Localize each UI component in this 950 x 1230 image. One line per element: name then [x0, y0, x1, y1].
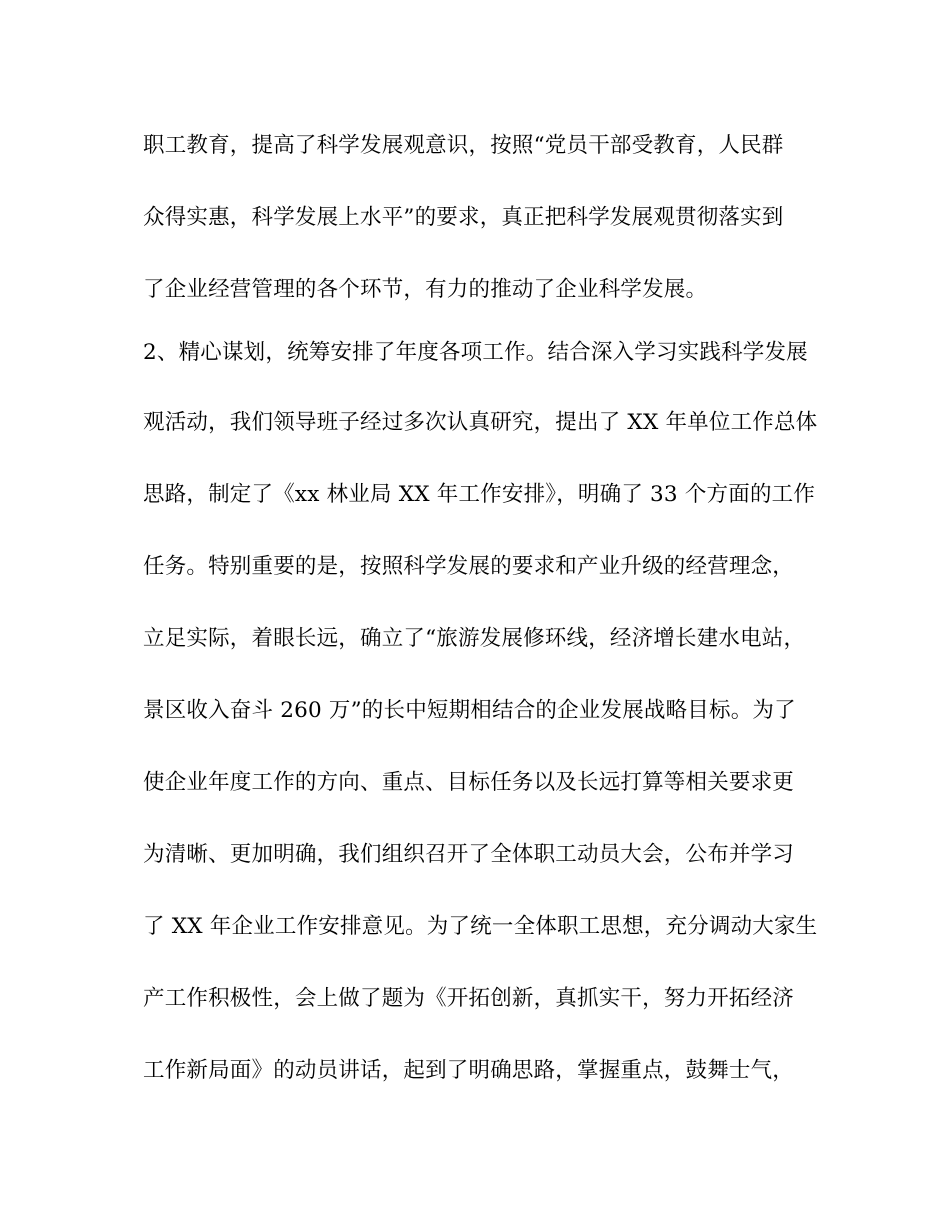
text-line: 2、精心谋划，统筹安排了年度各项工作。结合深入学习实践科学发展: [143, 340, 808, 365]
text-line: 众得实惠，科学发展上水平”的要求，真正把科学发展观贯彻落实到: [143, 205, 784, 230]
text-line: 思路，制定了《xx 林业局 XX 年工作安排》，明确了 33 个方面的工作: [143, 482, 816, 507]
text-line: 任务。特别重要的是，按照科学发展的要求和产业升级的经营理念，: [143, 554, 795, 579]
text-line: 观活动，我们领导班子经过多次认真研究，提出了 XX 年单位工作总体: [143, 410, 818, 435]
text-line: 景区收入奋斗 260 万”的长中短期相结合的企业发展战略目标。为了: [143, 698, 796, 723]
text-line: 了企业经营管理的各个环节，有力的推动了企业科学发展。: [143, 277, 708, 302]
text-line: 为清晰、更加明确，我们组织召开了全体职工动员大会，公布并学习: [143, 842, 795, 867]
text-line: 产工作积极性，会上做了题为《开拓创新，真抓实干，努力开拓经济: [143, 986, 795, 1011]
text-line: 立足实际，着眼长远，确立了“旅游发展修环线，经济增长建水电站，: [143, 626, 806, 651]
text-line: 工作新局面》的动员讲话，起到了明确思路，掌握重点，鼓舞士气，: [143, 1058, 795, 1083]
text-line: 了 XX 年企业工作安排意见。为了统一全体职工思想，充分调动大家生: [143, 914, 818, 939]
text-line: 职工教育，提高了科学发展观意识，按照“党员干部受教育，人民群: [143, 133, 784, 158]
text-line: 使企业年度工作的方向、重点、目标任务以及长远打算等相关要求更: [143, 770, 795, 795]
